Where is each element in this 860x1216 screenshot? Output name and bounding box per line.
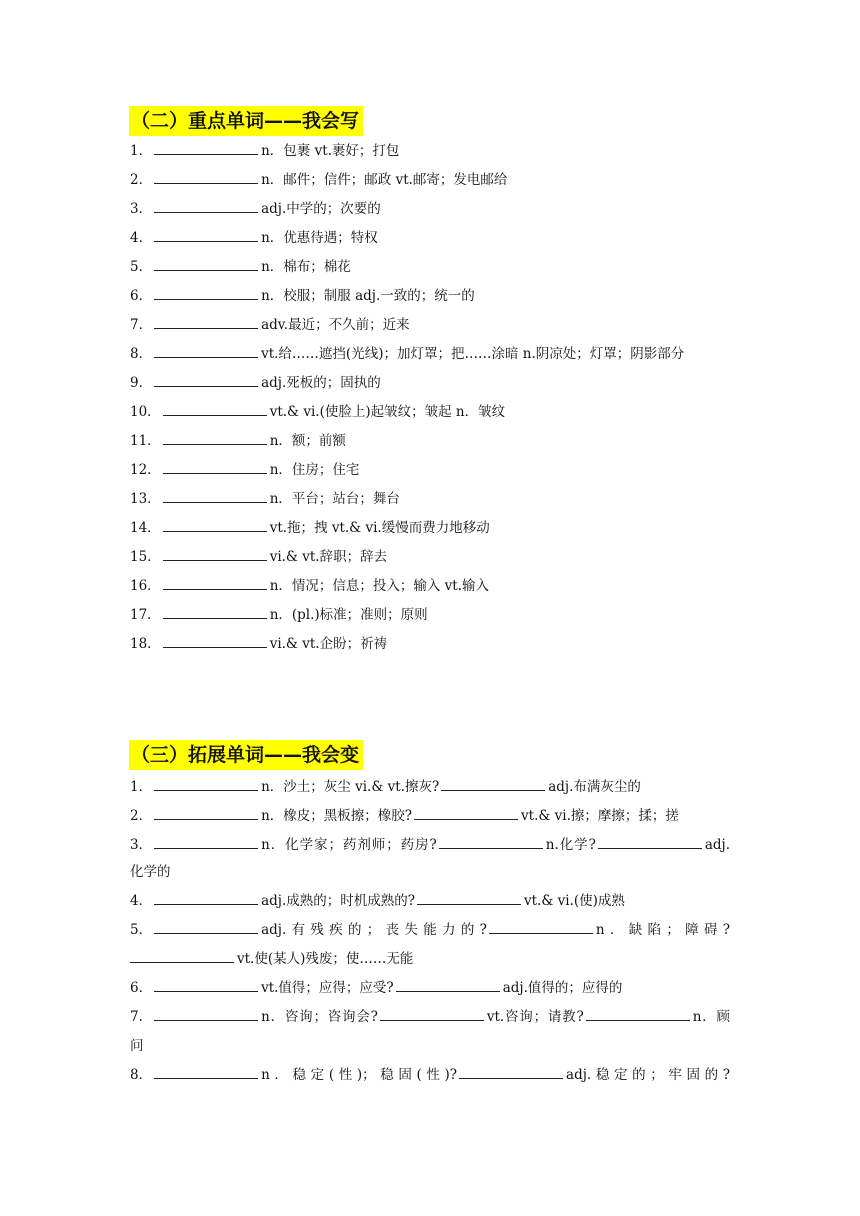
answer-blank[interactable]: [163, 461, 267, 474]
list-item: 16． n．情况；信息；投入；输入 vt.输入: [130, 578, 490, 594]
answer-blank[interactable]: [154, 921, 258, 934]
answer-blank[interactable]: [163, 403, 267, 416]
answer-blank[interactable]: [459, 1066, 563, 1079]
list-item: 7． n．咨询；咨询会? vt.咨询；请教? n．顾: [130, 1009, 730, 1025]
list-item: 4． adj.成熟的；时机成熟的? vt.& vi.(使)成熟: [130, 893, 625, 909]
list-item: 4． n．优惠待遇；特权: [130, 230, 378, 246]
answer-blank[interactable]: [380, 1008, 484, 1021]
answer-blank[interactable]: [163, 432, 267, 445]
list-item-continuation: 化学的: [130, 864, 171, 880]
section-title-extended-words: （三）拓展单词——我会变: [129, 740, 363, 770]
answer-blank[interactable]: [414, 807, 518, 820]
answer-blank[interactable]: [163, 577, 267, 590]
answer-blank[interactable]: [163, 519, 267, 532]
list-item-continuation: vt.使(某人)残废；使……无能: [130, 949, 730, 969]
answer-blank[interactable]: [439, 836, 543, 849]
list-item: 5． adj.有残疾的；丧失能力的? n．缺陷；障碍?: [130, 922, 731, 938]
answer-blank[interactable]: [154, 807, 258, 820]
list-item: 12． n．住房；住宅: [130, 462, 360, 478]
list-item: 3． n．化学家；药剂师；药房? n.化学? adj.: [130, 837, 730, 853]
list-item: 15． vi.& vt.辞职；辞去: [130, 549, 388, 565]
answer-blank[interactable]: [417, 892, 521, 905]
list-item: 3． adj.中学的；次要的: [130, 201, 381, 217]
answer-blank[interactable]: [154, 892, 258, 905]
answer-blank[interactable]: [396, 979, 500, 992]
answer-blank[interactable]: [163, 490, 267, 503]
answer-blank[interactable]: [154, 229, 258, 242]
list-item-continuation: 问: [130, 1038, 144, 1054]
answer-blank[interactable]: [163, 606, 267, 619]
answer-blank[interactable]: [154, 258, 258, 271]
list-item: 6． n．校服；制服 adj.一致的；统一的: [130, 288, 475, 304]
list-item: 6． vt.值得；应得；应受? adj.值得的；应得的: [130, 980, 623, 996]
answer-blank[interactable]: [154, 345, 258, 358]
list-item: 18． vi.& vt.企盼；祈祷: [130, 636, 388, 652]
answer-blank[interactable]: [130, 950, 234, 963]
answer-blank[interactable]: [154, 778, 258, 791]
answer-blank[interactable]: [154, 374, 258, 387]
answer-blank[interactable]: [586, 1008, 690, 1021]
list-item: 8． n．稳定(性)；稳固(性)? adj.稳定的；牢固的?: [130, 1067, 731, 1083]
answer-blank[interactable]: [598, 836, 702, 849]
answer-blank[interactable]: [154, 836, 258, 849]
answer-blank[interactable]: [154, 287, 258, 300]
list-item: 9． adj.死板的；固执的: [130, 375, 381, 391]
list-item: 2． n．橡皮；黑板擦；橡胶? vt.& vi.擦；摩擦；揉；搓: [130, 808, 679, 824]
answer-blank[interactable]: [154, 979, 258, 992]
answer-blank[interactable]: [154, 171, 258, 184]
list-item: 11． n．额；前额: [130, 433, 346, 449]
answer-blank[interactable]: [154, 142, 258, 155]
section-title-key-words: （二）重点单词——我会写: [129, 106, 363, 136]
answer-blank[interactable]: [154, 1008, 258, 1021]
list-item: 17． n．(pl.)标准；准则；原则: [130, 607, 428, 623]
answer-blank[interactable]: [154, 1066, 258, 1079]
answer-blank[interactable]: [489, 921, 593, 934]
answer-blank[interactable]: [163, 548, 267, 561]
list-item: 14． vt.拖；拽 vt.& vi.缓慢而费力地移动: [130, 520, 490, 536]
list-item: 8． vt.给……遮挡(光线)；加灯罩；把……涂暗 n.阴凉处；灯罩；阴影部分: [130, 346, 685, 362]
answer-blank[interactable]: [163, 635, 267, 648]
answer-blank[interactable]: [154, 316, 258, 329]
list-item: 10． vt.& vi.(使脸上)起皱纹；皱起 n．皱纹: [130, 404, 506, 420]
list-item: 13． n．平台；站台；舞台: [130, 491, 400, 507]
list-item: 1． n．包裹 vt.裹好；打包: [130, 143, 400, 159]
answer-blank[interactable]: [154, 200, 258, 213]
list-item: 1． n．沙土；灰尘 vi.& vt.擦灰? adj.布满灰尘的: [130, 779, 641, 795]
list-item: 5． n．棉布；棉花: [130, 259, 351, 275]
list-item: 2． n．邮件；信件；邮政 vt.邮寄；发电邮给: [130, 172, 508, 188]
answer-blank[interactable]: [441, 778, 545, 791]
list-item: 7． adv.最近；不久前；近来: [130, 317, 410, 333]
